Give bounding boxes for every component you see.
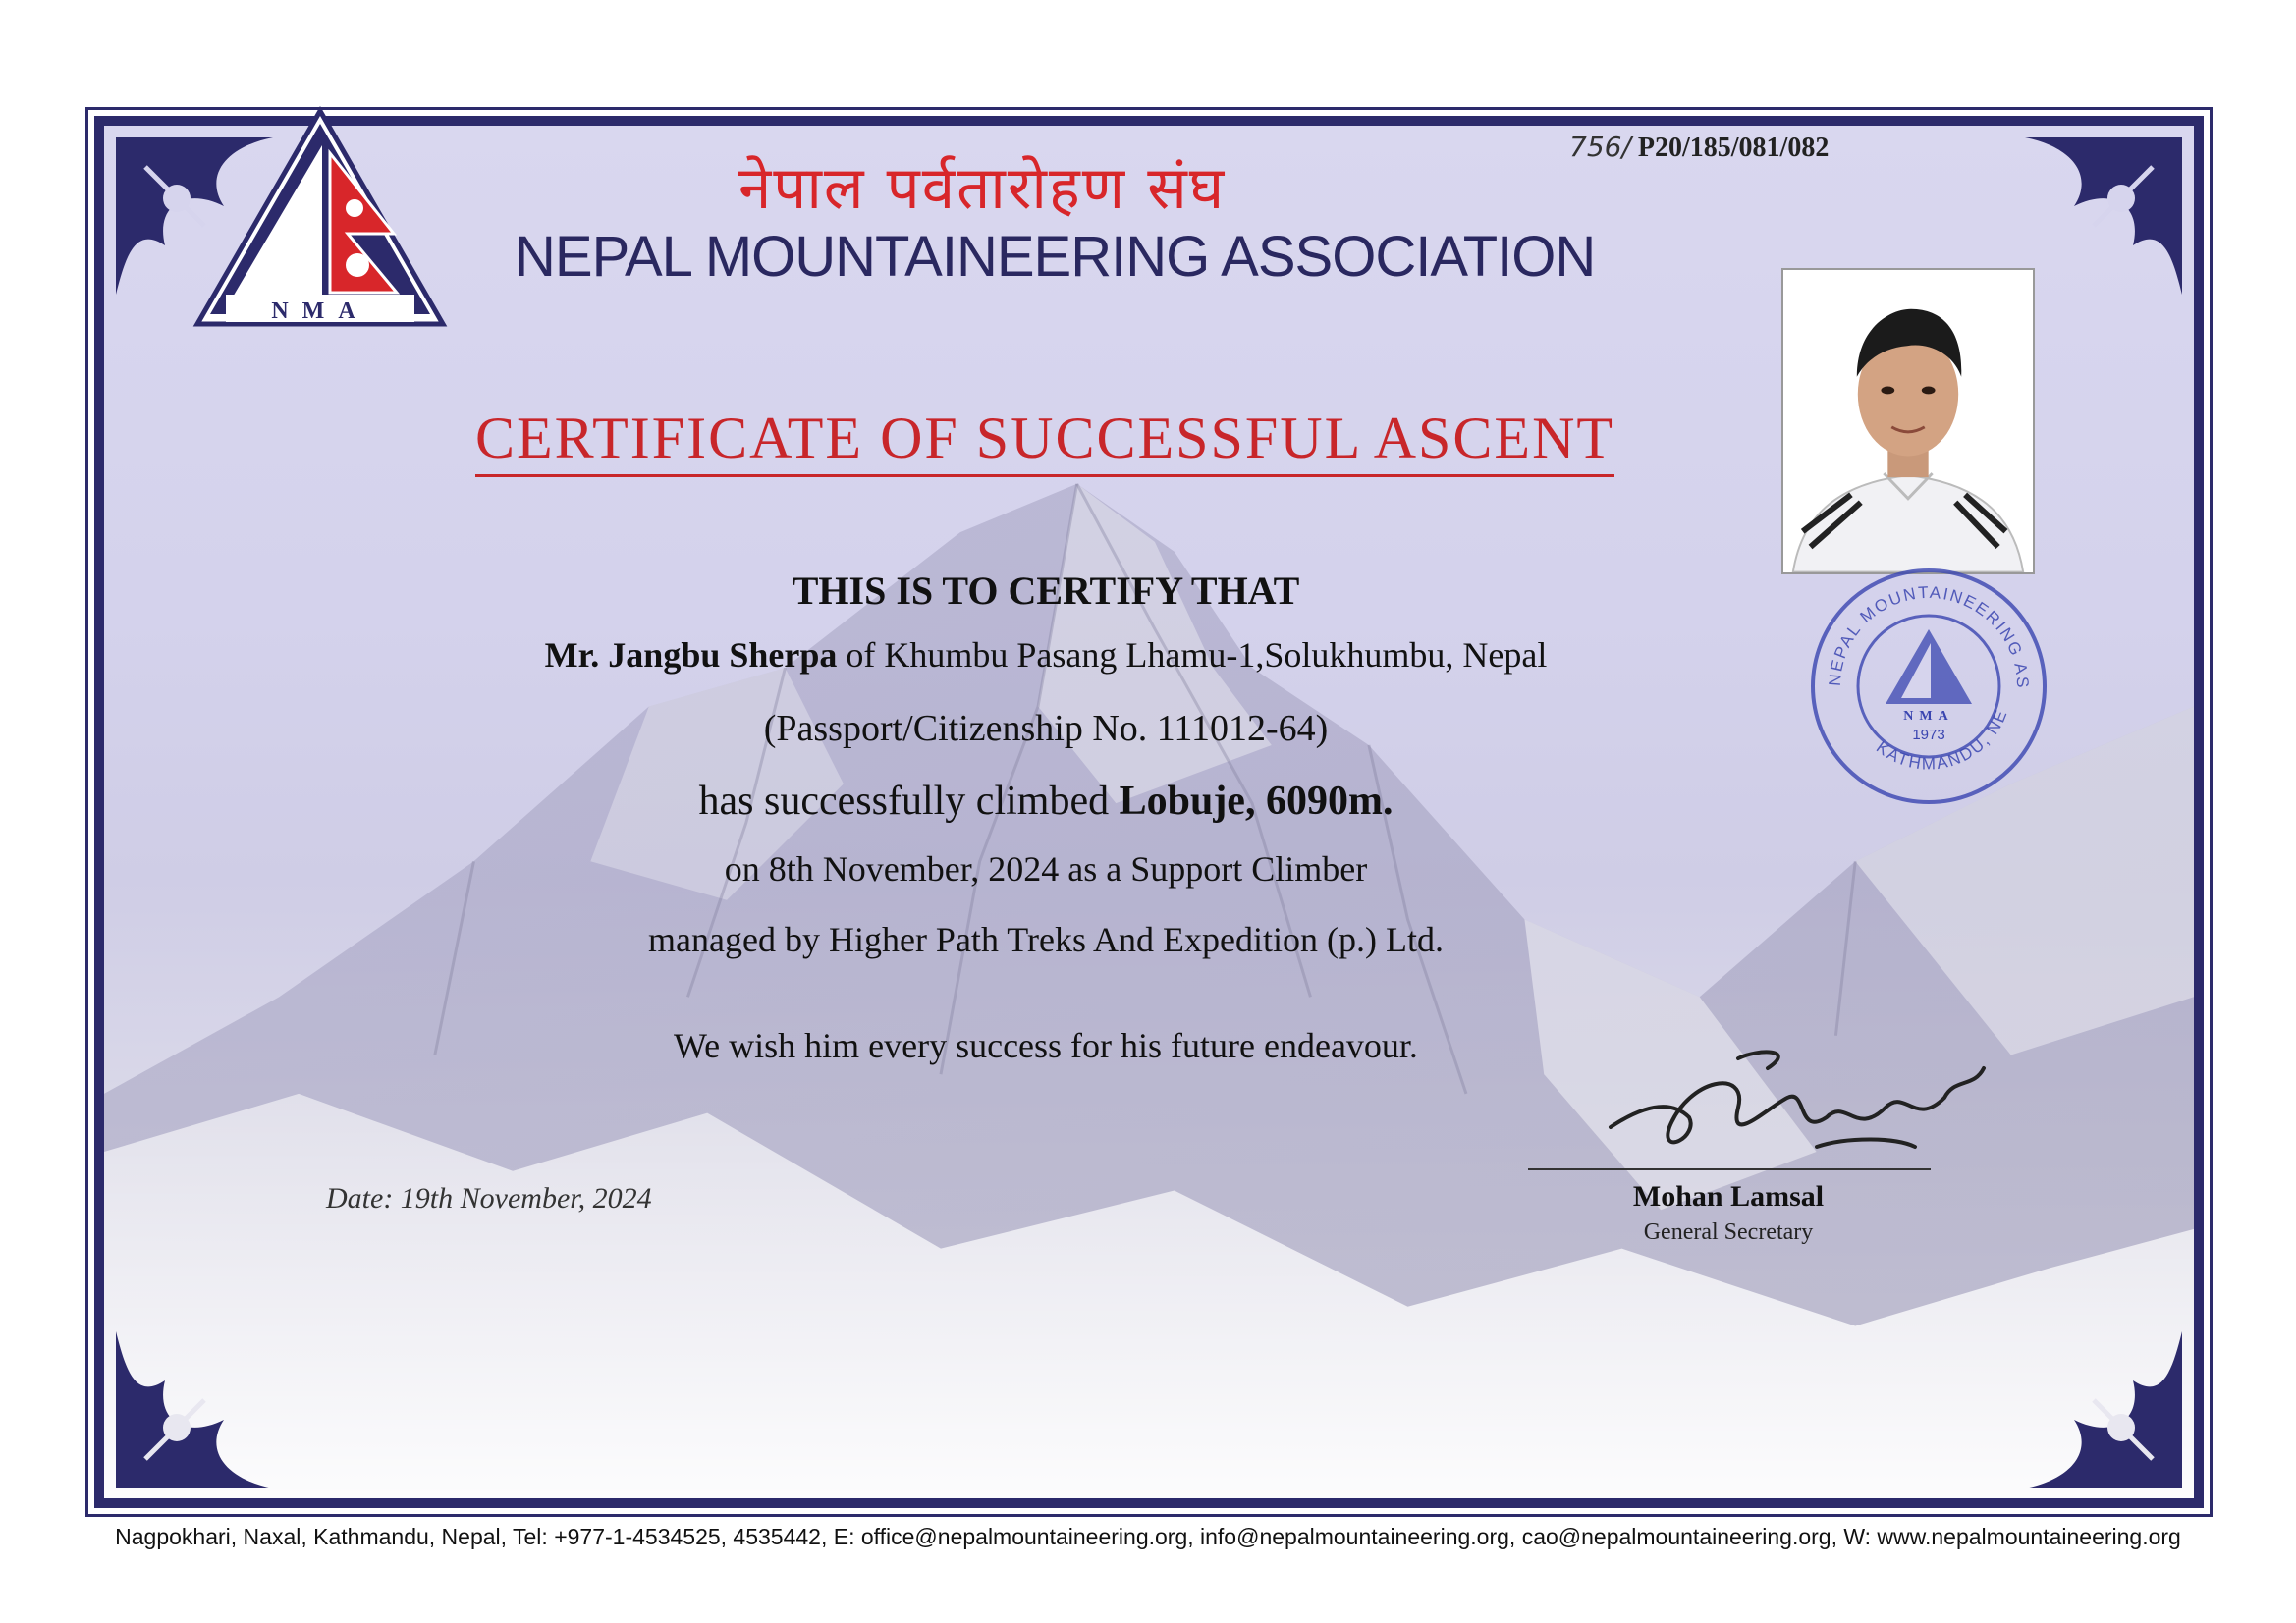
seal-year: 1973 — [1912, 727, 1945, 743]
nma-logo — [192, 106, 448, 332]
signatory-name: Mohan Lamsal — [1632, 1180, 1825, 1213]
climber-photo — [1781, 268, 2035, 574]
issue-date: Date: 19th November, 2024 — [326, 1182, 652, 1215]
ornament-corner-bottom-right — [2025, 1331, 2182, 1488]
footer-contact: Nagpokhari, Naxal, Kathmandu, Nepal, Tel: +977-1-4534525, 4535442, E: office@nepalmountaineering.org, info@nepalmountaineering.org, cao@nepalmountaineering.org, W: www.nepalmountaineering.org — [115, 1524, 2181, 1549]
ascent-date-role: on 8th November, 2024 as a Support Climber — [724, 849, 1368, 889]
ascent-prefix: has successfully climbed — [698, 779, 1120, 824]
registration-number: P20/185/081/082 — [1637, 133, 1830, 163]
org-name-nepali: नेपाल पर्वतारोहण संघ — [738, 154, 1227, 223]
certificate-title: CERTIFICATE OF SUCCESSFUL ASCENT — [475, 405, 1614, 477]
well-wishes: We wish him every success for his future endeavour. — [674, 1026, 1418, 1065]
recipient-line — [236, 634, 1856, 676]
signature-line — [1528, 1168, 1931, 1170]
logo-text: NMA — [271, 298, 369, 324]
passport-number: (Passport/Citizenship No. 111012-64) — [763, 708, 1329, 749]
recipient-name: Mr. Jangbu Sherpa — [544, 635, 838, 675]
seal-top-text: NEPAL MOUNTAINEERING AS — [1825, 582, 2033, 690]
seal-bottom-text: KATHMANDU, NE — [1872, 705, 2012, 774]
ornament-corner-top-right — [2025, 137, 2182, 295]
signature — [1601, 1039, 2013, 1186]
recipient-address: of Khumbu Pasang Lhamu-1,Solukhumbu, Nepal — [837, 635, 1548, 675]
signatory-title: General Secretary — [1643, 1219, 1814, 1245]
ascent-line — [236, 778, 1856, 825]
expedition-company: managed by Higher Path Treks And Expedition (p.) Ltd. — [648, 920, 1444, 959]
peak-name: Lobuje, 6090m. — [1119, 779, 1394, 824]
certificate-number — [1569, 131, 1829, 164]
handwritten-serial: 756/ — [1569, 131, 1631, 163]
certify-intro: THIS IS TO CERTIFY THAT — [792, 568, 1300, 613]
org-name-english: NEPAL MOUNTAINEERING ASSOCIATION — [515, 225, 1596, 289]
seal-logo-text: NMA — [1903, 709, 1954, 724]
ornament-corner-bottom-left — [116, 1331, 273, 1488]
